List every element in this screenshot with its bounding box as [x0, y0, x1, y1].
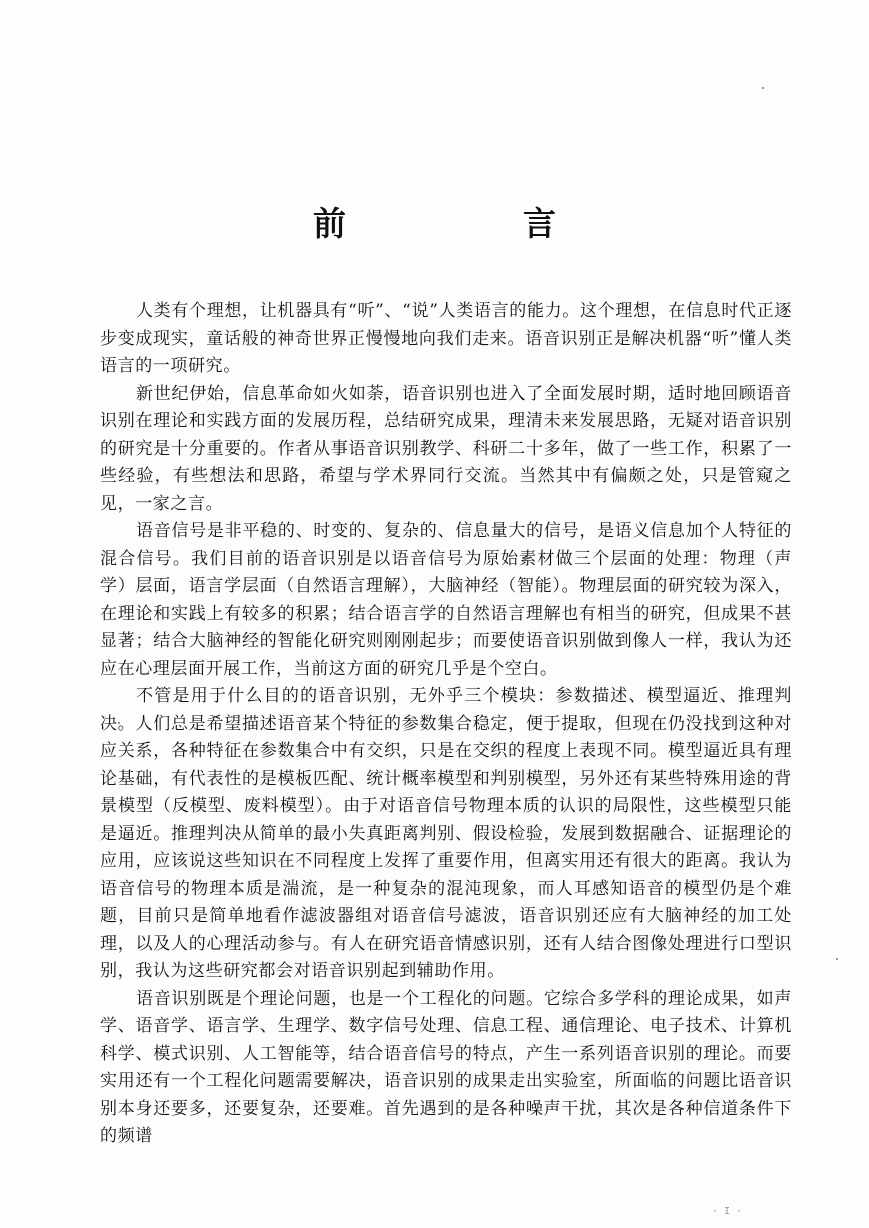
paragraph: 不管是用于什么目的的语音识别，无外乎三个模块：参数描述、模型逼近、推理判决。人们总是希望描述语音某个特征的参数集合稳定，便于提取，但现在仍没找到这种对应关系，各种特征在参数集合中有交织，只是在交织的程度上表现不同。模型逼近具有理论基础，有代表性的是模板匹配、统计概率模型和判别模型，另外还有某些特殊用途的背景模型（反模型、废料模型）。由于对语音信号物理本质的认识的局限性，这些模型只能是逼近。推理判决从简单的最小失真距离判别、假设检验，发展到数据融合、证据理论的应用，应该说这些知识在不同程度上发挥了重要作用，但离实用还有很大的距离。我认为语音信号的物理本质是湍流，是一种复杂的混沌现象，而人耳感知语音的模型仍是个难题，目前只是简单地看作滤波器组对语音信号滤波，语音识别还应有大脑神经的加工处理，以及人的心理活动参与。有人在研究语音情感识别，还有人结合图像处理进行口型识别，我认为这些研究都会对语音识别起到辅助作用。	[100, 686, 792, 981]
page-number: · I ·	[712, 1206, 743, 1217]
preface-body	[100, 298, 792, 1151]
page-title: 前 言	[313, 204, 628, 243]
paragraph: 人类有个理想，让机器具有“听”、“说”人类语言的能力。这个理想，在信息时代正逐步变成现实，童话般的神奇世界正慢慢地向我们走来。语音识别正是解决机器“听”懂人类语言的一项研究。	[100, 301, 792, 376]
scan-speck	[762, 87, 764, 89]
scan-speck	[836, 958, 838, 960]
paragraph: 新世纪伊始，信息革命如火如荼，语音识别也进入了全面发展时期，适时地回顾语音识别在理论和实践方面的发展历程，总结研究成果，理清未来发展思路，无疑对语音识别的研究是十分重要的。作者从事语音识别教学、科研二十多年，做了一些工作，积累了一些经验，有些想法和思路，希望与学术界同行交流。当然其中有偏颇之处，只是管窥之见，一家之言。	[100, 383, 792, 514]
paragraph: 语音识别既是个理论问题，也是一个工程化的问题。它综合多学科的理论成果，如声学、语音学、语言学、生理学、数字信号处理、信息工程、通信理论、电子技术、计算机科学、模式识别、人工智能等，结合语音信号的特点，产生一系列语音识别的理论。而要实用还有一个工程化问题需要解决，语音识别的成果走出实验室，所面临的问题比语音识别本身还要多，还要复杂，还要难。首先遇到的是各种噪声干扰，其次是各种信道条件下的频谱	[100, 988, 792, 1146]
paragraph: 语音信号是非平稳的、时变的、复杂的、信息量大的信号，是语义信息加个人特征的混合信号。我们目前的语音识别是以语音信号为原始素材做三个层面的处理：物理（声学）层面，语言学层面（自然语言理解），大脑神经（智能）。物理层面的研究较为深入，在理论和实践上有较多的积累；结合语言学的自然语言理解也有相当的研究，但成果不甚显著；结合大脑神经的智能化研究则刚刚起步；而要使语音识别做到像人一样，我认为还应在心理层面开展工作，当前这方面的研究几乎是个空白。	[100, 521, 792, 679]
